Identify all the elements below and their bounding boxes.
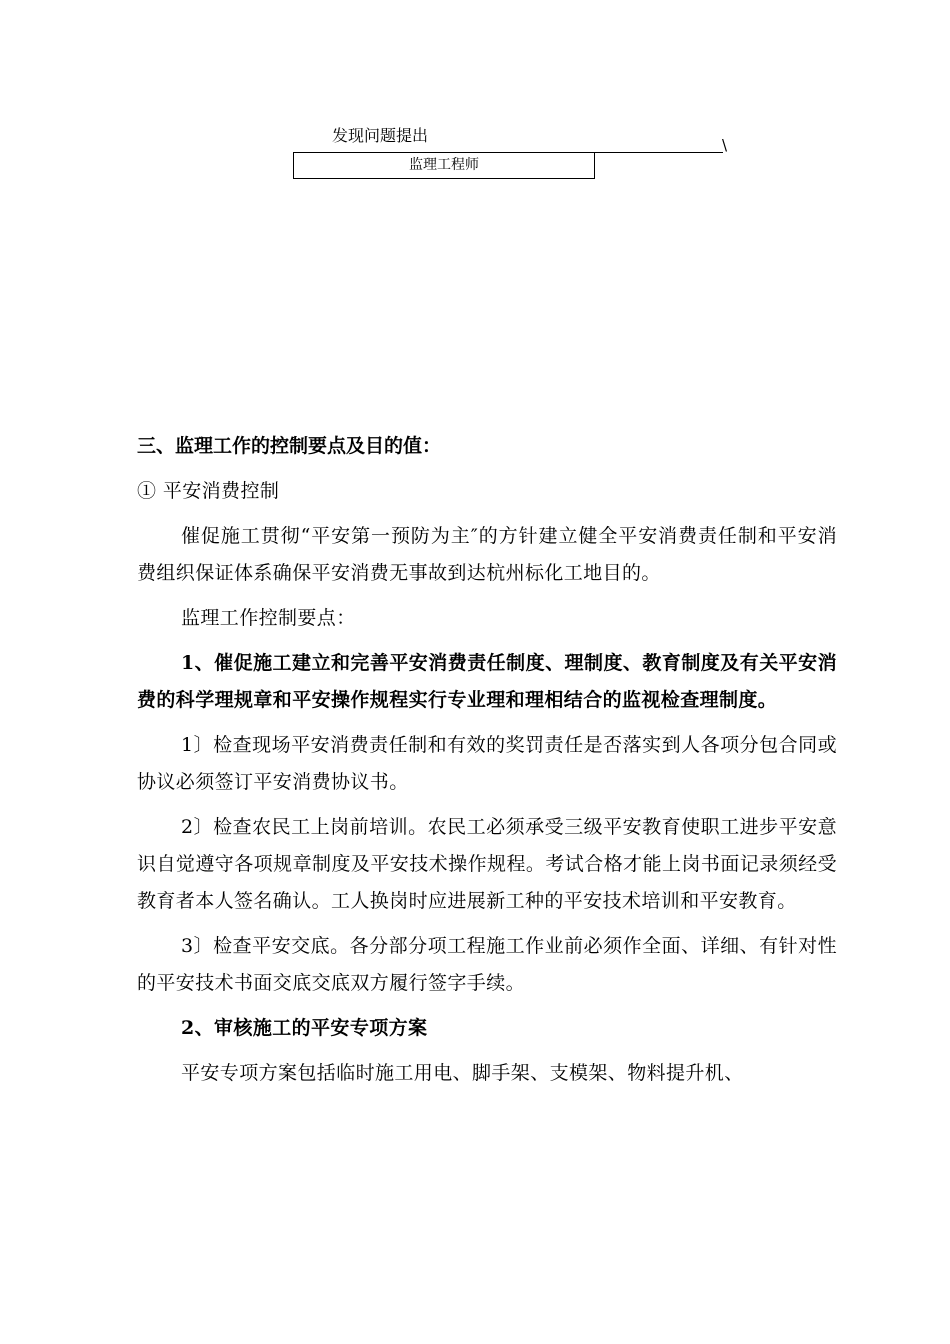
- point2-title: 2、审核施工的平安专项方案: [181, 1017, 428, 1039]
- diagram-top-label: 发现问题提出: [332, 126, 429, 145]
- flow-diagram: [0, 0, 950, 200]
- item1-paragraph: 1〕检查现场平安消费责任制和有效的奖罚责任是否落实到人各项分包合同或协议必须签订平安消费协议书。: [137, 734, 837, 793]
- points-label: 监理工作控制要点：: [181, 607, 356, 629]
- section-heading: 三、监理工作的控制要点及目的值：: [137, 435, 442, 457]
- diagram-box-supervisor: 监理工程师: [293, 152, 595, 179]
- point1-title: 1、催促施工建立和完善平安消费责任制度、理制度、教育制度及有关平安消费的科学理规章和平安操作规程实行专业理和理相结合的监视检查理制度。: [137, 652, 837, 711]
- subsection-heading: ① 平安消费控制: [137, 480, 280, 502]
- document-body: [137, 428, 837, 1092]
- point2-paragraph: 平安专项方案包括临时施工用电、脚手架、支模架、物料提升机、: [181, 1062, 744, 1084]
- item3-paragraph: 3〕检查平安交底。各分部分项工程施工作业前必须作全面、详细、有针对性的平安技术书面交底交底双方履行签字手续。: [137, 935, 837, 994]
- item2-paragraph: 2〕检查农民工上岗前培训。农民工必须承受三级平安教育使职工进步平安意识自觉遵守各项规章制度及平安技术操作规程。考试合格才能上岗书面记录须经受教育者本人签名确认。工人换岗时应进展新工种的平安技术培训和平安教育。: [137, 816, 837, 912]
- intro-paragraph: 催促施工贯彻“平安第一预防为主″的方针建立健全平安消费责任制和平安消费组织保证体系确保平安消费无事故到达杭州标化工地目的。: [137, 525, 837, 584]
- diagram-slash-mark: \: [722, 136, 728, 154]
